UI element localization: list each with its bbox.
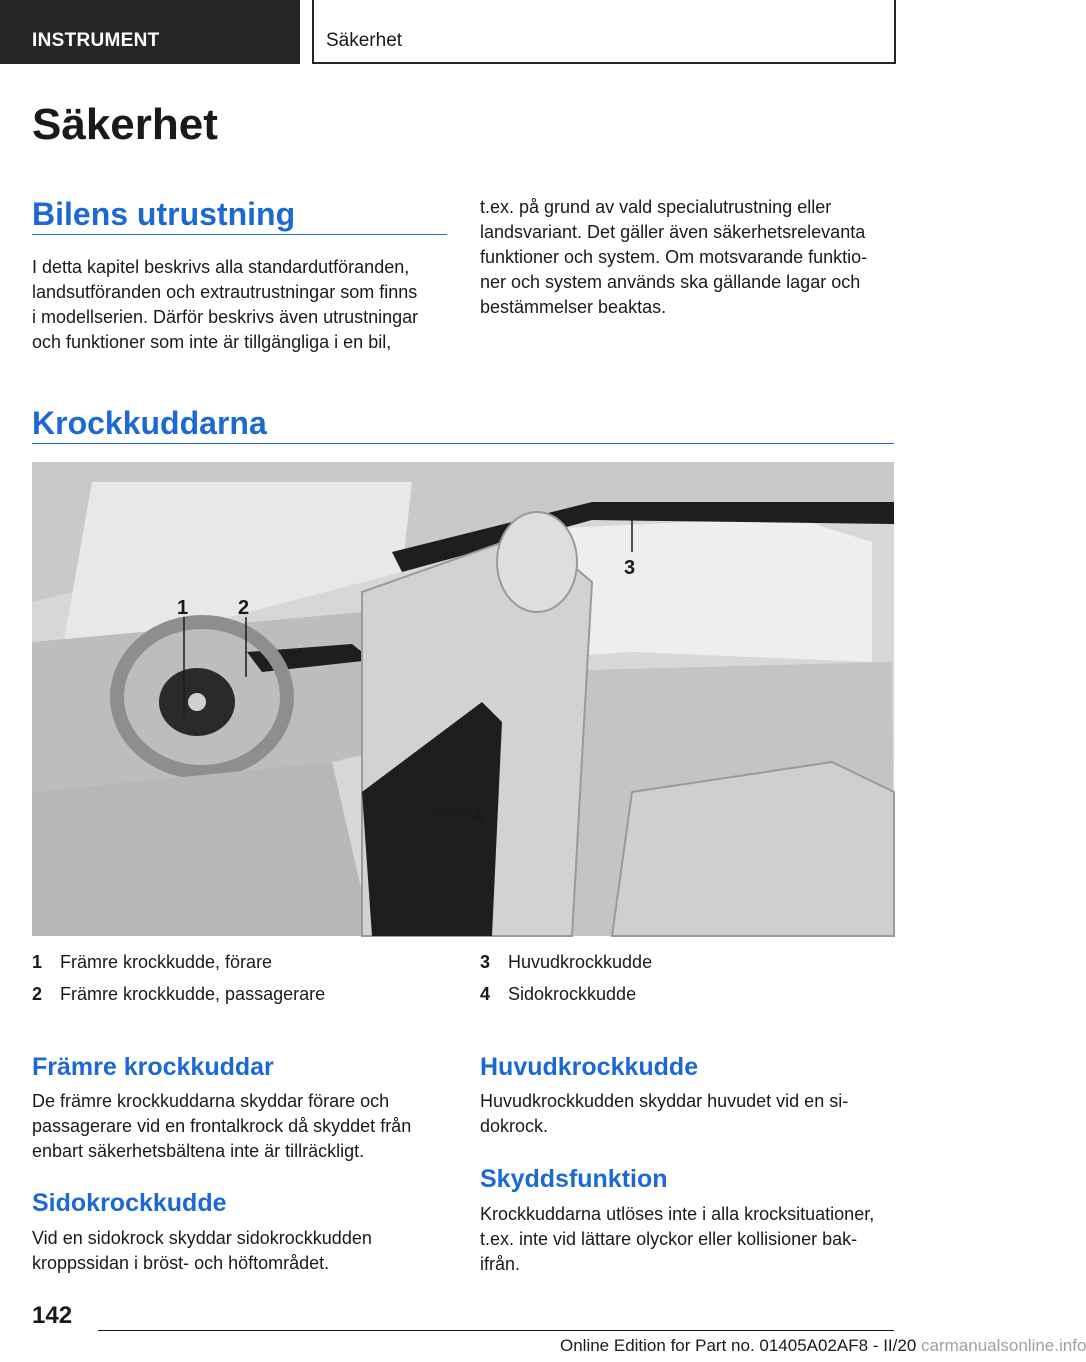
text-line: och funktioner som inte är tillgängliga i en bil, [32,332,392,352]
huvud-text [480,1089,848,1139]
bilens-col1-text [32,255,418,355]
text-line: dokrock. [480,1116,549,1136]
framre-text [32,1089,411,1164]
text-line: landsvariant. Det gäller även säkerhetsrelevanta [480,222,866,242]
legend-text: Huvudkrockkudde [508,952,653,972]
huvud-heading: Huvudkrockkudde [480,1053,699,1081]
legend-number: 1 [32,952,43,972]
footer-edition [560,1336,1086,1356]
text-line: Huvudkrockkudden skyddar huvudet vid en si- [480,1091,849,1111]
text-line: i modellserien. Därför beskrivs även utrustningar [32,307,419,327]
watermark-text[interactable]: carmanualsonline.info [921,1336,1086,1355]
legend-text: Främre krockkudde, passagerare [60,984,326,1004]
text-line: landsutföranden och extrautrustningar som finns [32,282,418,302]
krock-rule [32,443,894,444]
legend-number: 2 [32,984,43,1004]
skydd-heading: Skyddsfunktion [480,1165,668,1193]
sido-heading: Sidokrockkudde [32,1189,227,1217]
text-line: kroppssidan i bröst- och höftområdet. [32,1253,330,1273]
text-line: ifrån. [480,1254,521,1274]
callout-4: 4 [472,805,484,827]
callout-3: 3 [624,557,636,579]
text-line: Krockkuddarna utlöses inte i alla krocksituationer, [480,1204,875,1224]
header-chapter-label: Säkerhet [326,30,403,51]
text-line: De främre krockkuddarna skyddar förare och [32,1091,390,1111]
text-line: Vid en sidokrock skyddar sidokrockkudden [32,1228,372,1248]
airbag-illustration [32,462,894,936]
text-line: t.ex. på grund av vald specialutrustning eller [480,197,832,217]
text-line: t.ex. inte vid lättare olyckor eller kollisioner bak- [480,1229,858,1249]
text-line: enbart säkerhetsbältena inte är tillräckligt. [32,1141,365,1161]
sido-text [32,1226,372,1276]
framre-heading: Främre krockkuddar [32,1053,274,1081]
header-section-tab [0,0,300,64]
footer-rule [98,1330,894,1331]
legend-text: Sidokrockkudde [508,984,637,1004]
page-title: Säkerhet [32,100,218,149]
legend-number: 4 [480,984,491,1004]
text-line: passagerare vid en frontalkrock då skyddet från [32,1116,412,1136]
page-number: 142 [32,1302,73,1329]
skydd-text [480,1202,874,1277]
bilens-rule [32,234,447,235]
text-line: bestämmelser beaktas. [480,297,667,317]
header-chapter-tab [312,0,896,64]
text-line: funktioner och system. Om motsvarande funktio- [480,247,868,267]
bilens-heading: Bilens utrustning [32,196,296,232]
callout-2: 2 [238,597,250,619]
bilens-col2-text [480,195,867,320]
footer-edition-text: Online Edition for Part no. 01405A02AF8 - II/20 [560,1336,917,1355]
callout-1: 1 [177,597,189,619]
legend-number: 3 [480,952,491,972]
krock-heading: Krockkuddarna [32,405,267,441]
text-line: I detta kapitel beskrivs alla standardutföranden, [32,257,410,277]
legend-text: Främre krockkudde, förare [60,952,273,972]
text-line: ner och system används ska gällande lagar och [480,272,861,292]
header-section-label: INSTRUMENT [32,30,160,51]
